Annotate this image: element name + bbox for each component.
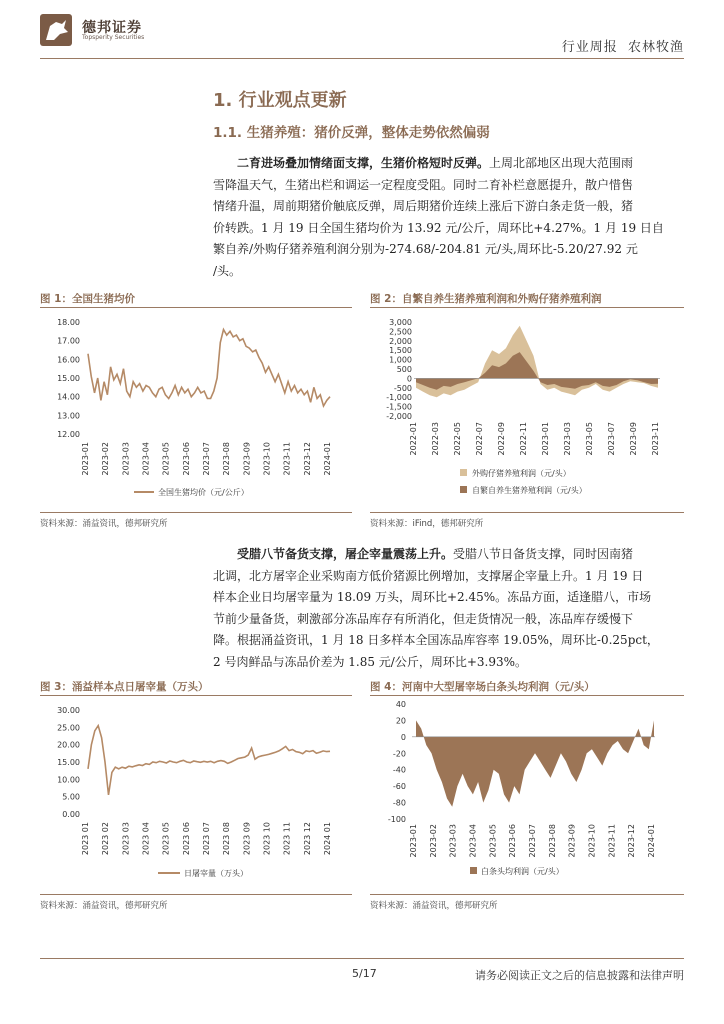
section-heading: 1. 行业观点更新 (213, 90, 347, 111)
x-tick-label: 2023-06 (508, 824, 518, 858)
x-tick-label: 2022-05 (453, 422, 462, 456)
figure-3-bottom-rule (40, 894, 352, 895)
y-tick-label: 1,000 (389, 355, 412, 365)
paragraph-line: /头。 (213, 263, 242, 278)
chart-2-legend-label-2: 自繁自养生猪养殖利润（元/头） (472, 486, 587, 495)
x-tick-label: 2023-11 (607, 824, 617, 858)
paragraph-line: 上周北部地区出现大范围雨 (489, 156, 634, 170)
y-tick-label: 15.00 (57, 374, 80, 383)
figure-2-title-rule (370, 307, 684, 308)
y-tick-label: 0 (406, 374, 412, 384)
chart-2-legend-swatch-1 (460, 469, 467, 476)
paragraph-line: 雪降温天气，生猪出栏和调运一定程度受阻。同时二育补栏意愿提升，散户惜售 (213, 177, 634, 192)
y-tick-label: -1,000 (386, 393, 412, 403)
x-tick-label: 2024 01 (323, 822, 332, 856)
chart-2-legend-swatch-2 (460, 486, 467, 493)
y-tick-label: -500 (393, 383, 412, 393)
x-tick-label: 2023 02 (101, 822, 111, 856)
chart-2-series-1-area (416, 326, 658, 397)
y-tick-label: 20.00 (57, 740, 80, 750)
x-tick-label: 2023-09 (629, 422, 638, 456)
figure-2-bottom-rule (370, 512, 684, 513)
logo-company-name: 德邦证券 (82, 20, 142, 36)
y-tick-label: 10.00 (57, 775, 80, 785)
y-tick-label: 0.00 (62, 810, 80, 819)
x-tick-label: 2023-11 (282, 442, 292, 476)
x-tick-label: 2023 07 (202, 822, 211, 856)
x-tick-label: 2023-04 (141, 442, 151, 476)
x-tick-label: 2023 10 (262, 822, 272, 856)
x-tick-label: 2023-06 (181, 442, 191, 476)
paragraph-line: 情绪升温，周前期猪价触底反弹，周后期猪价连续上涨后下游白条走货一般，猪 (213, 199, 634, 213)
x-tick-label: 2023-04 (468, 824, 478, 858)
x-tick-label: 2023-05 (488, 824, 498, 858)
x-tick-label: 2023-02 (101, 442, 111, 476)
x-tick-label: 2022-09 (497, 422, 506, 456)
x-tick-label: 2023-02 (428, 824, 438, 858)
x-tick-label: 2023-07 (528, 824, 537, 858)
x-tick-label: 2023-09 (242, 442, 252, 476)
paragraph-line: 北调，北方屠宰企业采购南方低价猪源比例增加，支撑屠企宰量上升。1 月 19 日 (213, 568, 644, 583)
figure-1-bottom-rule (40, 512, 352, 513)
x-tick-label: 2022-01 (409, 422, 418, 456)
x-tick-label: 2023 06 (181, 822, 191, 856)
paragraph-line: 价转跌。1 月 19 日全国生猪均价为 13.92 元/公斤，周环比+4.27%。1 月 19 日自 (213, 220, 664, 235)
x-tick-label: 2023-03 (448, 824, 458, 858)
paragraph-lead: 二育进场叠加情绪面支撑，生猪价格短时反弹。 (237, 156, 490, 170)
chart-2-legend-label-1: 外购仔猪养殖利润（元/头） (472, 469, 571, 478)
paragraph-lead: 受腊八节备货支撑，屠企宰量震荡上升。 (237, 547, 454, 561)
x-tick-label: 2023-11 (651, 422, 660, 456)
x-tick-label: 2023-03 (121, 442, 131, 476)
figure-1-title-rule (40, 307, 352, 308)
header-divider (40, 58, 684, 59)
subsection-heading: 1.1. 生猪养殖：猪价反弹，整体走势依然偏弱 (213, 125, 490, 141)
y-tick-label: -20 (392, 749, 406, 759)
footer-disclaimer: 请务必阅读正文之后的信息披露和法律声明 (475, 969, 684, 982)
y-tick-label: -60 (392, 782, 406, 792)
x-tick-label: 2023-12 (627, 824, 637, 858)
x-tick-label: 2023 01 (81, 822, 90, 856)
paragraph-line: 节前少量备货，刺激部分冻品库存有所消化，但走货情况一般，冻品库存缓慢下 (213, 611, 634, 626)
x-tick-label: 2023-07 (607, 422, 616, 456)
y-tick-label: 14.00 (57, 392, 80, 402)
figure-3-title: 图 3：涌益样本点日屠宰量（万头） (40, 681, 209, 693)
paragraph-line: 繁自养/外购仔猪养殖利润分别为-274.68/-204.81 元/头,周环比-5.20/27.92 元 (213, 242, 638, 256)
figure-4-chart (370, 698, 684, 892)
y-tick-label: 15.00 (57, 758, 80, 767)
figure-4-title-rule (370, 695, 684, 696)
x-tick-label: 2023 03 (121, 822, 131, 856)
x-tick-label: 2024-01 (323, 442, 332, 476)
x-tick-label: 2022-03 (431, 422, 440, 456)
paragraph-line: 2 号肉鲜品与冻品价差为 1.85 元/公斤，周环比+3.93%。 (213, 654, 528, 669)
x-tick-label: 2023-01 (409, 824, 418, 858)
y-tick-label: 2,000 (389, 336, 412, 346)
x-tick-label: 2023-05 (585, 422, 594, 456)
report-category: 行业周报 农林牧渔 (561, 40, 684, 55)
y-tick-label: 12.00 (57, 430, 80, 439)
company-logo-icon (40, 14, 72, 46)
chart-3-legend-label: 日屠宰量（万头） (184, 869, 248, 878)
x-tick-label: 2023-05 (161, 442, 171, 476)
logo-company-english-name: Topsperity Securities (82, 34, 145, 41)
x-tick-label: 2023 11 (282, 822, 292, 856)
y-tick-label: 30.00 (57, 706, 80, 715)
paragraph-line: 降。根据涌益资讯，1 月 18 日多样本全国冻品库容率 19.05%，周环比-0.25pct， (213, 633, 659, 647)
figure-4-bottom-rule (370, 894, 684, 895)
figure-1-chart (40, 310, 352, 510)
y-tick-label: -2,000 (386, 412, 412, 421)
figure-4-source: 资料来源：涌益资讯，德邦研究所 (370, 901, 498, 911)
x-tick-label: 2023-01 (81, 442, 90, 476)
x-tick-label: 2022-11 (519, 422, 528, 456)
page-number: 5/17 (352, 967, 377, 980)
y-tick-label: 0 (400, 732, 406, 742)
y-tick-label: 3,000 (389, 318, 412, 327)
x-tick-label: 2023 09 (242, 822, 252, 856)
figure-3-chart (40, 698, 352, 892)
figure-2-source: 资料来源：iFind，德邦研究所 (370, 519, 484, 529)
y-tick-label: 1,500 (389, 346, 412, 356)
y-tick-label: -40 (392, 765, 406, 775)
x-tick-label: 2023-08 (222, 442, 232, 476)
chart-1-series-line (88, 330, 330, 407)
paragraph-line: 样本企业日均屠宰量为 18.09 万头，周环比+2.45%。冻品方面，适逢腊八，市场 (213, 590, 652, 604)
x-tick-label: 2023-08 (547, 824, 557, 858)
chart-4-series-area (416, 720, 654, 806)
figure-3-title-rule (40, 695, 352, 696)
y-tick-label: -1,500 (386, 402, 412, 412)
figure-1-source: 资料来源：涌益资讯，德邦研究所 (40, 519, 168, 529)
footer-divider (40, 958, 684, 959)
x-tick-label: 2023 08 (222, 822, 232, 856)
x-tick-label: 2023-10 (262, 442, 272, 476)
paragraph-hog-price (213, 153, 685, 282)
y-tick-label: 500 (396, 365, 412, 374)
y-tick-label: 17.00 (57, 336, 80, 346)
x-tick-label: 2023 04 (141, 822, 151, 856)
figure-2-chart (370, 310, 684, 510)
x-tick-label: 2023 12 (302, 822, 312, 856)
figure-3-source: 资料来源：涌益资讯，德邦研究所 (40, 901, 168, 911)
chart-4-legend-label: 白条头均利润（元/头） (481, 867, 564, 876)
x-tick-label: 2023-12 (302, 442, 312, 476)
paragraph-line: 受腊八节日备货支撑，同时因南猪 (453, 547, 634, 561)
y-tick-label: 18.00 (57, 318, 80, 327)
figure-4-title: 图 4：河南中大型屠宰场白条头均利润（元/头） (370, 681, 595, 693)
y-tick-label: 2,500 (389, 327, 412, 337)
y-tick-label: 20 (395, 716, 406, 726)
y-tick-label: 40 (395, 700, 406, 709)
y-tick-label: 16.00 (57, 355, 80, 365)
chart-1-legend-label: 全国生猪均价（元/公斤） (158, 488, 249, 497)
y-tick-label: 13.00 (57, 411, 80, 421)
paragraph-slaughter (213, 544, 685, 673)
x-tick-label: 2023-09 (567, 824, 577, 858)
chart-3-series-line (88, 726, 330, 795)
y-tick-label: 25.00 (57, 723, 80, 733)
x-tick-label: 2023-01 (541, 422, 550, 456)
x-tick-label: 2023 05 (161, 822, 171, 856)
figure-1-title: 图 1：全国生猪均价 (40, 293, 135, 305)
chart-4-legend-swatch (470, 867, 477, 874)
x-tick-label: 2023-10 (587, 824, 597, 858)
x-tick-label: 2023-03 (563, 422, 572, 456)
y-tick-label: 5.00 (62, 792, 80, 802)
x-tick-label: 2024-01 (647, 824, 656, 858)
y-tick-label: -80 (392, 798, 406, 808)
y-tick-label: -100 (387, 815, 406, 824)
figure-2-title: 图 2：自繁自养生猪养殖利润和外购仔猪养殖利润 (370, 293, 602, 305)
x-tick-label: 2023-07 (202, 442, 211, 476)
x-tick-label: 2022-07 (475, 422, 484, 456)
